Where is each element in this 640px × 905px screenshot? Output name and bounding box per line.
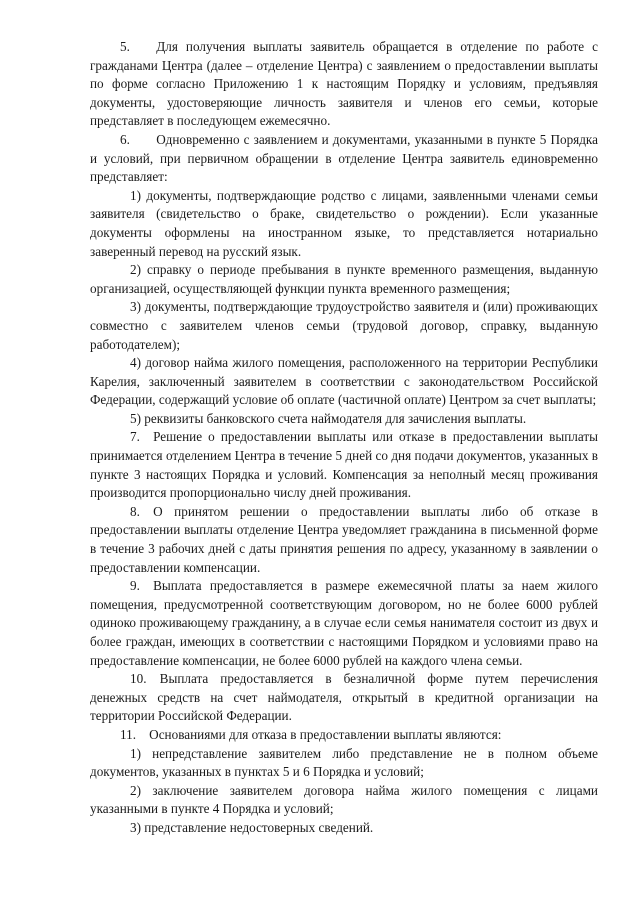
paragraph-8: 8. О принятом решении о предоставлении выплаты либо об отказе в предоставлении выплаты отделение Центра уведомляет гражданина в письменной форме в течение 3 рабочих дней с даты принятия решения по адресу, указанному в заявлении о предоставлении компенсации. bbox=[90, 503, 598, 575]
paragraph-6-item-4: 4) договор найма жилого помещения, расположенного на территории Республики Карелия, заключенный заявителем в соответствии с законодательством Российской Федерации, содержащий условие об оплате (частичной оплате) Центром за счет выплаты; bbox=[90, 355, 598, 408]
paragraph-11-item-3: 3) представление недостоверных сведений. bbox=[130, 819, 374, 835]
paragraph-6-item-1: 1) документы, подтверждающие родство с лицами, заявленными членами семьи заявителя (свидетельство о браке, свидетельство о рождении). Если указанные документы оформлены на иностранном языке, то представляется нотариально заверенный перевод на русский язык. bbox=[90, 187, 598, 259]
paragraph-6: 6. Одновременно с заявлением и документами, указанными в пункте 5 Порядка и условий, при первичном обращении в отделение Центра заявитель единовременно представляет: bbox=[90, 131, 598, 185]
paragraph-11-item-1: 1) непредставление заявителем либо представление не в полном объеме документов, указанных в пунктах 5 и 6 Порядка и условий; bbox=[90, 745, 598, 780]
paragraph-6-item-2: 2) справку о периоде пребывания в пункте временного размещения, выданную организацией, осуществляющей функции пункта временного размещения; bbox=[90, 262, 598, 296]
paragraph-7: 7. Решение о предоставлении выплаты или отказе в предоставлении выплаты принимается отделением Центра в течение 5 дней со дня подачи документов, указанных в пункте 3 настоящих Порядка и условий. Компенсация за неполный месяц проживания производится пропорционально числу дней проживания. bbox=[90, 429, 598, 501]
paragraph-11: 11. Основаниями для отказа в предоставлении выплаты являются: bbox=[120, 726, 502, 742]
paragraph-10: 10. Выплата предоставляется в безналичной форме путем перечисления денежных средств на счет наймодателя, открытый в кредитной организации на территории Российской Федерации. bbox=[90, 671, 598, 724]
document-page bbox=[90, 38, 598, 838]
paragraph-9: 9. Выплата предоставляется в размере ежемесячной платы за наем жилого помещения, предусмотренной соответствующим договором, но не более 6000 рублей одиноко проживающему гражданину, а в случае если семья нанимателя состоит из двух и более граждан, имеющих в соответствии с настоящими Порядком и условиями право на предоставление компенсации, не более 6000 рублей на каждого члена семьи. bbox=[90, 578, 598, 668]
paragraph-5: 5. Для получения выплаты заявитель обращается в отделение по работе с гражданами Центра (далее – отделение Центра) с заявлением о предоставлении выплаты по форме согласно Приложению 1 к настоящим Порядку и условиям, предъявляя документы, удостоверяющие личность заявителя и членов его семьи, которые представляет в последующем ежемесячно. bbox=[90, 39, 598, 129]
paragraph-11-item-2: 2) заключение заявителем договора найма жилого помещения с лицами указанными в пункте 4 Порядка и условий; bbox=[90, 782, 598, 817]
paragraph-6-item-3: 3) документы, подтверждающие трудоустройство заявителя и (или) проживающих совместно с заявителем членов семьи (трудовой договор, справку, выданную работодателем); bbox=[90, 299, 598, 352]
paragraph-6-item-5: 5) реквизиты банковского счета наймодателя для зачисления выплаты. bbox=[130, 410, 527, 426]
